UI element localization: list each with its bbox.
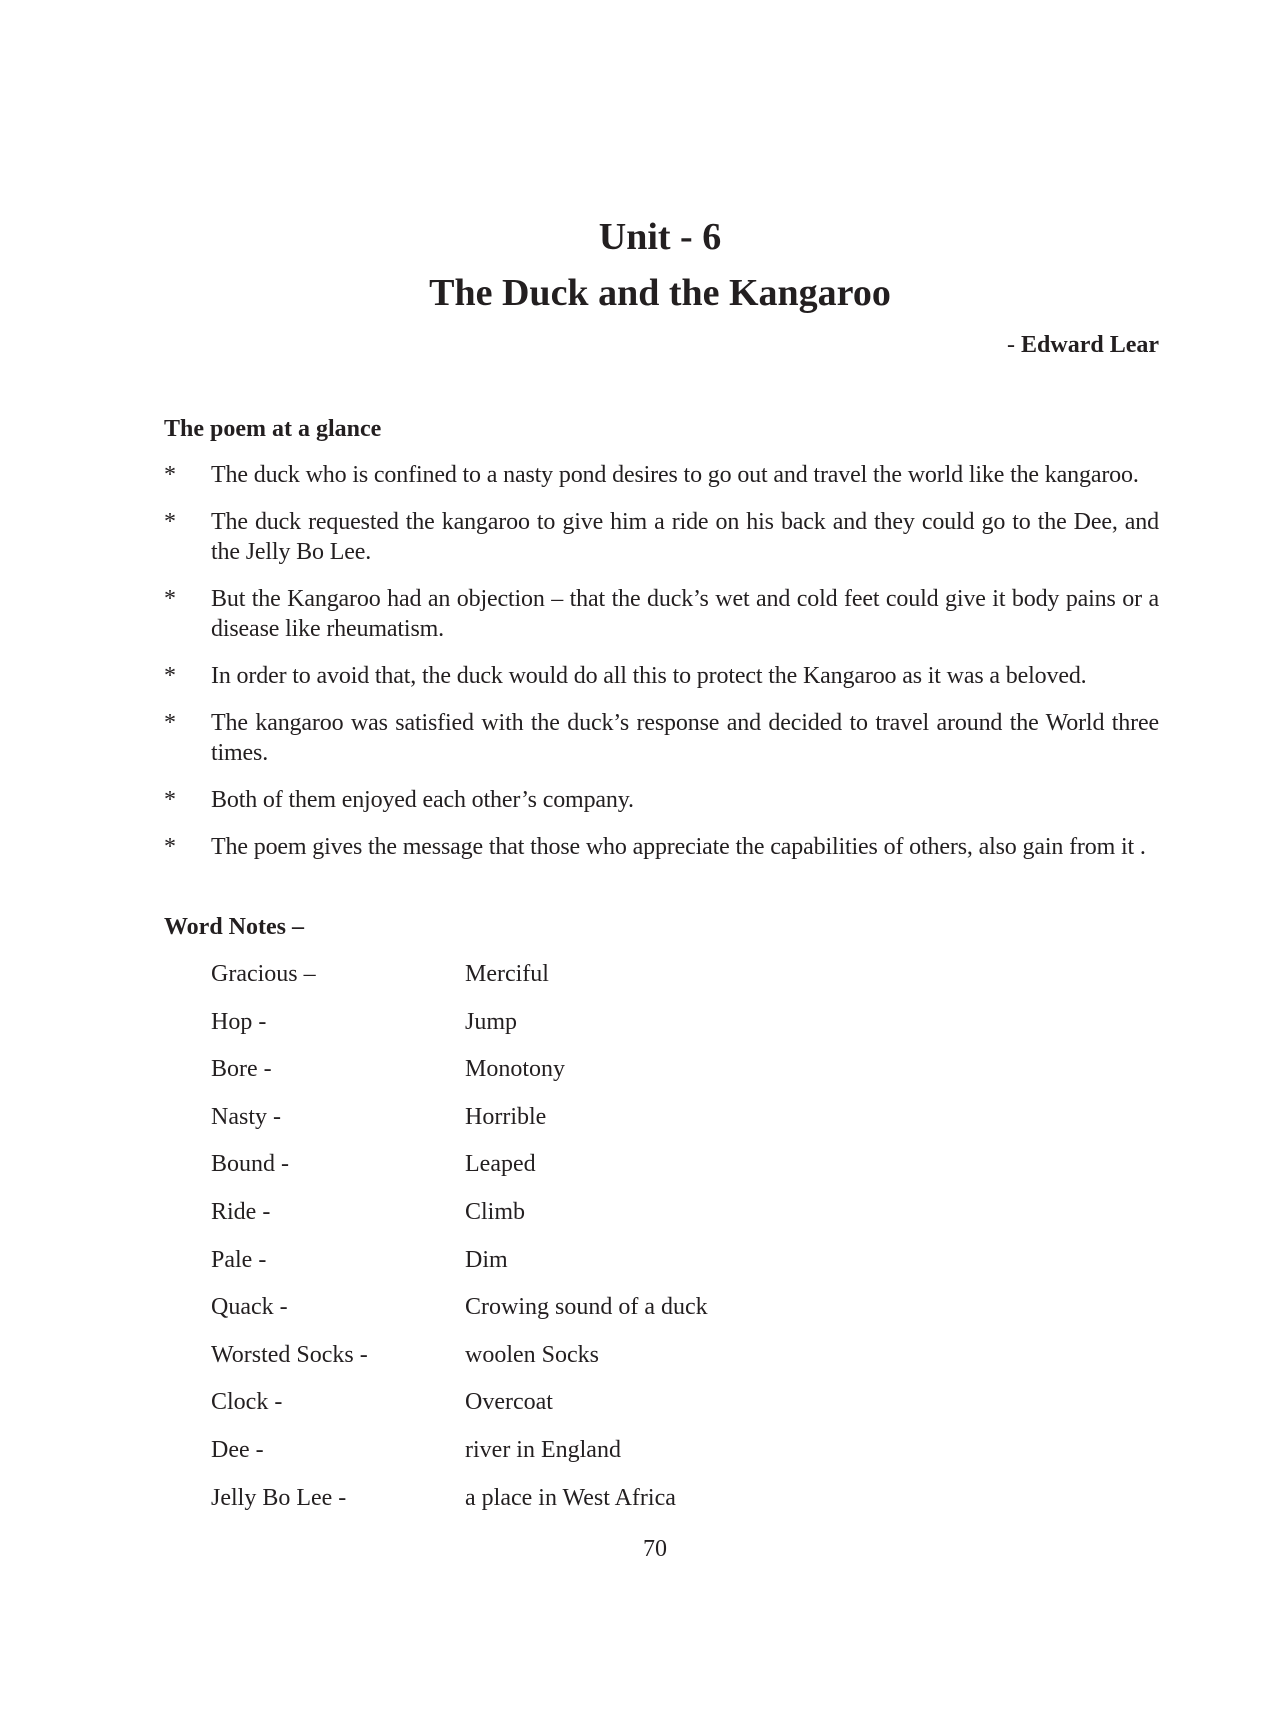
word-note-row [211, 1149, 911, 1197]
word-note-row [211, 1007, 911, 1055]
note-word: Jelly Bo Lee - [211, 1484, 347, 1511]
note-meaning: river in England [465, 1436, 621, 1463]
word-note-row [211, 1435, 911, 1483]
word-note-row [211, 1197, 911, 1245]
glance-bullet-item [164, 832, 1159, 862]
page-number: 70 [643, 1536, 667, 1562]
note-meaning: a place in West Africa [465, 1484, 676, 1511]
bullet-text: The kangaroo was satisfied with the duck’s response and decided to travel around the World three times. [211, 710, 1159, 766]
word-note-row [211, 1245, 911, 1293]
note-word: Bound - [211, 1151, 289, 1178]
author-prefix: - [1007, 332, 1021, 358]
bullet-star-icon: * [164, 787, 176, 813]
note-word: Gracious – [211, 961, 316, 987]
note-word: Clock - [211, 1389, 283, 1416]
glance-bullet-item [164, 460, 1159, 490]
bullet-star-icon: * [164, 710, 176, 736]
word-note-row [211, 1054, 911, 1102]
note-meaning: Horrible [465, 1103, 547, 1130]
bullet-text: But the Kangaroo had an objection – that the duck’s wet and cold feet could give it body pains or a disease like rheumatism. [211, 586, 1159, 642]
glance-bullet-list [164, 460, 1159, 879]
word-note-row [211, 959, 911, 1007]
glance-heading: The poem at a glance [164, 416, 382, 442]
note-word: Hop - [211, 1008, 267, 1035]
bullet-star-icon: * [164, 586, 176, 612]
author-name: Edward Lear [1021, 332, 1159, 358]
bullet-text: In order to avoid that, the duck would do all this to protect the Kangaroo as it was a beloved. [211, 663, 1087, 689]
note-word: Nasty - [211, 1103, 281, 1130]
word-notes-heading: Word Notes – [164, 914, 304, 940]
bullet-star-icon: * [164, 509, 176, 535]
glance-bullet-item [164, 584, 1159, 644]
note-meaning: Monotony [465, 1056, 566, 1083]
note-meaning: Dim [465, 1246, 508, 1273]
bullet-text: The duck who is confined to a nasty pond desires to go out and travel the world like the kangaroo. [211, 462, 1139, 488]
note-meaning: Climb [465, 1198, 526, 1225]
bullet-text: Both of them enjoyed each other’s company. [211, 787, 634, 813]
author-line [1007, 330, 1159, 360]
glance-bullet-item [164, 785, 1159, 815]
note-word: Pale - [211, 1246, 267, 1273]
bullet-text: The duck requested the kangaroo to give him a ride on his back and they could go to the Dee, and the Jelly Bo Lee. [211, 509, 1159, 565]
note-word: Quack - [211, 1294, 288, 1321]
word-notes-list [211, 959, 911, 1530]
note-word: Ride - [211, 1198, 271, 1225]
glance-bullet-item [164, 507, 1159, 567]
note-word: Bore - [211, 1056, 272, 1083]
bullet-star-icon: * [164, 834, 176, 860]
glance-bullet-item [164, 661, 1159, 691]
word-note-row [211, 1483, 911, 1531]
note-meaning: Leaped [465, 1151, 536, 1178]
note-word: Worsted Socks - [211, 1341, 368, 1368]
bullet-star-icon: * [164, 462, 176, 488]
note-meaning: Jump [465, 1008, 518, 1035]
word-note-row [211, 1292, 911, 1340]
bullet-star-icon: * [164, 663, 176, 689]
word-note-row [211, 1102, 911, 1150]
note-meaning: Overcoat [465, 1389, 553, 1416]
note-meaning: Crowing sound of a duck [465, 1294, 708, 1321]
note-meaning: Merciful [465, 961, 549, 987]
word-note-row [211, 1387, 911, 1435]
bullet-text: The poem gives the message that those who appreciate the capabilities of others, also gain from it . [211, 834, 1146, 860]
poem-title: The Duck and the Kangaroo [429, 272, 891, 314]
note-word: Dee - [211, 1436, 264, 1463]
unit-title: Unit - 6 [598, 216, 722, 258]
glance-bullet-item [164, 708, 1159, 768]
note-meaning: woolen Socks [465, 1341, 599, 1368]
word-note-row [211, 1340, 911, 1388]
